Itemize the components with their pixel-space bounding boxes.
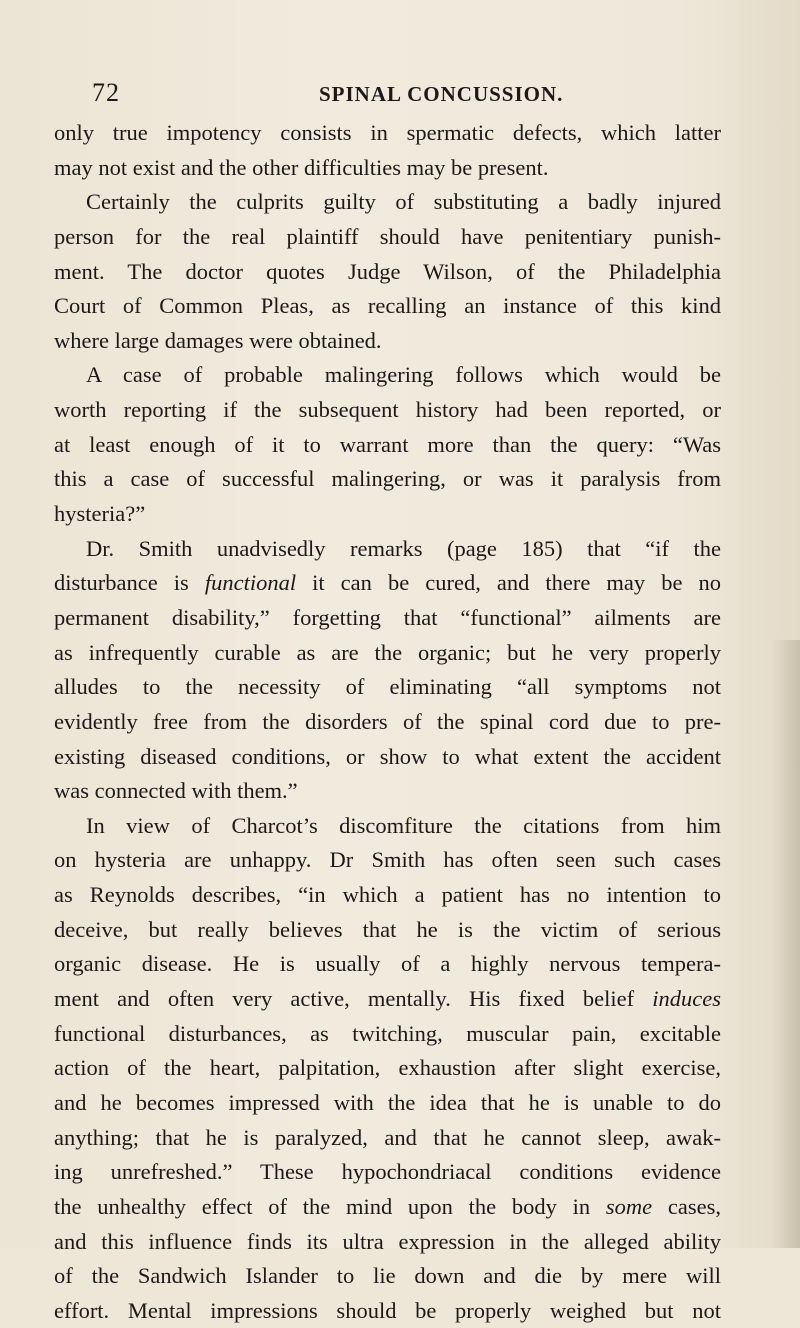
text-line: where large damages were obtained. — [54, 327, 382, 353]
text-segment: ment and often very active, mentally. His fixed belief — [54, 986, 653, 1012]
text-line: anything; that he is paralyzed, and that he cannot sleep, awak- — [54, 1124, 721, 1150]
page-edge-shadow — [772, 640, 800, 1248]
text-line: effort. Mental impressions should be properly weighed but not — [54, 1297, 721, 1323]
page-header — [92, 78, 702, 110]
text-line: and he becomes impressed with the idea that he is unable to do — [54, 1089, 721, 1115]
text-line: Court of Common Pleas, as recalling an instance of this kind — [54, 293, 721, 319]
text-line: organic disease. He is usually of a highly nervous tempera- — [54, 951, 721, 977]
text-line: In view of Charcot’s discomfiture the citations from him — [86, 812, 721, 838]
italic-word: induces — [652, 986, 721, 1012]
text-segment: it can be cured, and there may be no — [296, 570, 722, 596]
text-line: functional disturbances, as twitching, muscular pain, excitable — [54, 1020, 721, 1046]
text-line — [54, 566, 721, 601]
text-line: Dr. Smith unadvisedly remarks (page 185) that “if the — [86, 535, 721, 561]
text-line: alludes to the necessity of eliminating “all symptoms not — [54, 674, 721, 700]
text-line: hysteria?” — [54, 501, 146, 527]
text-line: evidently free from the disorders of the spinal cord due to pre- — [54, 708, 721, 734]
text-line — [54, 1190, 721, 1225]
text-line — [54, 982, 721, 1017]
text-line: existing diseased conditions, or show to what extent the accident — [54, 743, 721, 769]
text-line: this a case of successful malingering, or was it paralysis from — [54, 466, 721, 492]
running-head: SPINAL CONCUSSION. — [319, 82, 564, 106]
text-line: Certainly the culprits guilty of substituting a badly injured — [86, 189, 721, 215]
italic-word: some — [605, 1193, 653, 1219]
text-line: at least enough of it to warrant more than the query: “Was — [54, 431, 721, 457]
page-number: 72 — [92, 78, 120, 107]
text-line: person for the real plaintiff should have penitentiary punish- — [54, 223, 721, 249]
text-line: permanent disability,” forgetting that “functional” ailments are — [54, 604, 721, 630]
text-line: and this influence finds its ultra expression in the alleged ability — [54, 1228, 721, 1254]
text-segment: cases, — [652, 1193, 721, 1219]
italic-word: functional — [204, 570, 297, 596]
text-line: only true impotency consists in spermatic defects, which latter — [54, 120, 721, 145]
text-line: action of the heart, palpitation, exhaustion after slight exercise, — [54, 1055, 721, 1081]
text-line: was connected with them.” — [54, 778, 298, 804]
text-line: A case of probable malingering follows which would be — [86, 362, 721, 388]
text-line: worth reporting if the subsequent history had been reported, or — [54, 397, 721, 423]
text-line: may not exist and the other difficulties may be present. — [54, 154, 549, 180]
text-segment: disturbance is — [54, 570, 205, 596]
text-line: deceive, but really believes that he is the victim of serious — [54, 916, 721, 942]
body-text — [54, 116, 721, 1328]
text-line: ment. The doctor quotes Judge Wilson, of the Philadelphia — [54, 258, 721, 284]
text-segment: the unhealthy effect of the mind upon the body in — [54, 1193, 606, 1219]
text-line: ing unrefreshed.” These hypochondriacal conditions evidence — [54, 1159, 721, 1185]
text-line: as Reynolds describes, “in which a patient has no intention to — [54, 882, 721, 908]
text-line: as infrequently curable as are the organic; but he very properly — [54, 639, 721, 665]
text-line: of the Sandwich Islander to lie down and die by mere will — [54, 1263, 721, 1289]
text-line: on hysteria are unhappy. Dr Smith has often seen such cases — [54, 847, 721, 873]
